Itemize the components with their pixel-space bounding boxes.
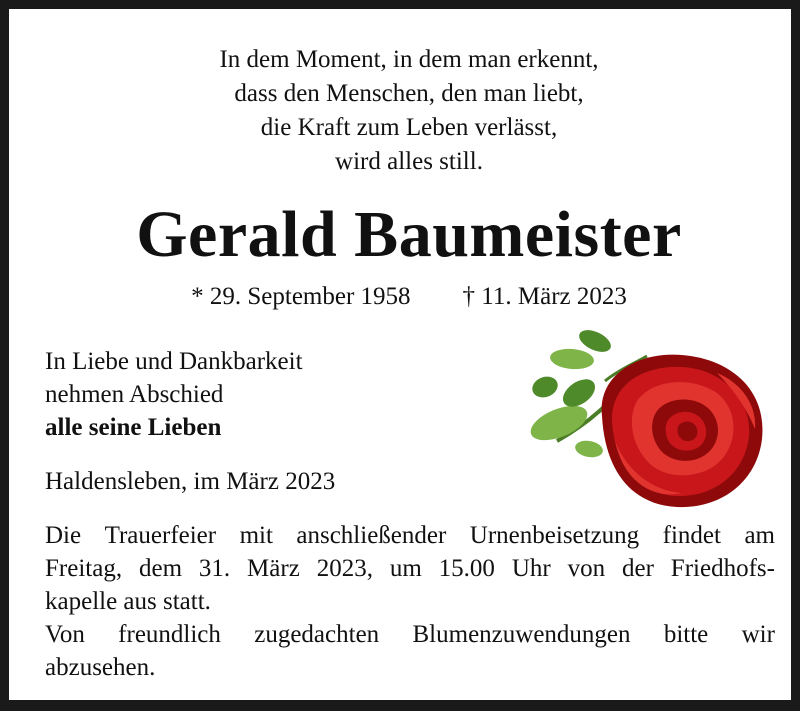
poem-line: In dem Moment, in dem man erkennt, — [219, 46, 599, 73]
poem-line: die Kraft zum Leben verlässt, — [260, 114, 558, 141]
red-rose-icon — [517, 321, 777, 513]
notice-line: abzusehen. — [45, 654, 156, 681]
notice-word: Trauerfeier — [104, 522, 217, 549]
mourners-line: In Liebe und Dankbarkeit — [45, 348, 303, 375]
poem-line: wird alles still. — [335, 148, 483, 175]
notice-word: wir — [741, 621, 775, 648]
notice-word: Blumenzuwendungen — [412, 621, 631, 648]
notice-word: am — [744, 522, 775, 549]
notice-word: anschließender — [296, 522, 447, 549]
notice-word: mit — [239, 522, 273, 549]
notice-line — [45, 519, 775, 552]
notice-word: zugedachten — [254, 621, 380, 648]
poem-line: dass den Menschen, den man liebt, — [234, 80, 584, 107]
death-date: † 11. März 2023 — [462, 283, 627, 310]
notice-line — [45, 552, 775, 585]
mourners-line: nehmen Abschied — [45, 381, 224, 408]
notice-word: 15.00 — [438, 555, 495, 582]
deceased-name: Gerald Baumeister — [136, 198, 682, 271]
rose-leaf — [529, 373, 560, 401]
notice-word: März — [247, 555, 300, 582]
notice-word: Uhr — [511, 555, 551, 582]
place-and-date: Haldensleben, im März 2023 — [45, 468, 336, 495]
rose-leaf — [549, 347, 595, 371]
rose-leaf — [574, 439, 604, 460]
notice-word: Urnenbeisetzung — [469, 522, 640, 549]
notice-word: um — [389, 555, 422, 582]
birth-date: * 29. September 1958 — [191, 283, 411, 310]
notice-word: Friedhofs- — [670, 555, 775, 582]
notice-word: 2023, — [316, 555, 373, 582]
rose-bloom — [602, 355, 763, 508]
funeral-notice — [45, 519, 775, 684]
notice-word: von — [567, 555, 606, 582]
notice-line — [45, 618, 775, 651]
life-dates — [9, 280, 800, 314]
notice-word: findet — [662, 522, 721, 549]
notice-word: der — [621, 555, 654, 582]
notice-line: kapelle aus statt. — [45, 588, 211, 615]
notice-word: Freitag, — [45, 555, 123, 582]
notice-word: Von — [45, 621, 85, 648]
notice-word: dem — [138, 555, 183, 582]
notice-word: 31. — [198, 555, 231, 582]
signatory: alle seine Lieben — [45, 414, 222, 441]
notice-word: freundlich — [118, 621, 221, 648]
notice-word: Die — [45, 522, 82, 549]
poem — [9, 43, 800, 179]
notice-word: bitte — [663, 621, 709, 648]
mourners-block — [45, 345, 303, 444]
